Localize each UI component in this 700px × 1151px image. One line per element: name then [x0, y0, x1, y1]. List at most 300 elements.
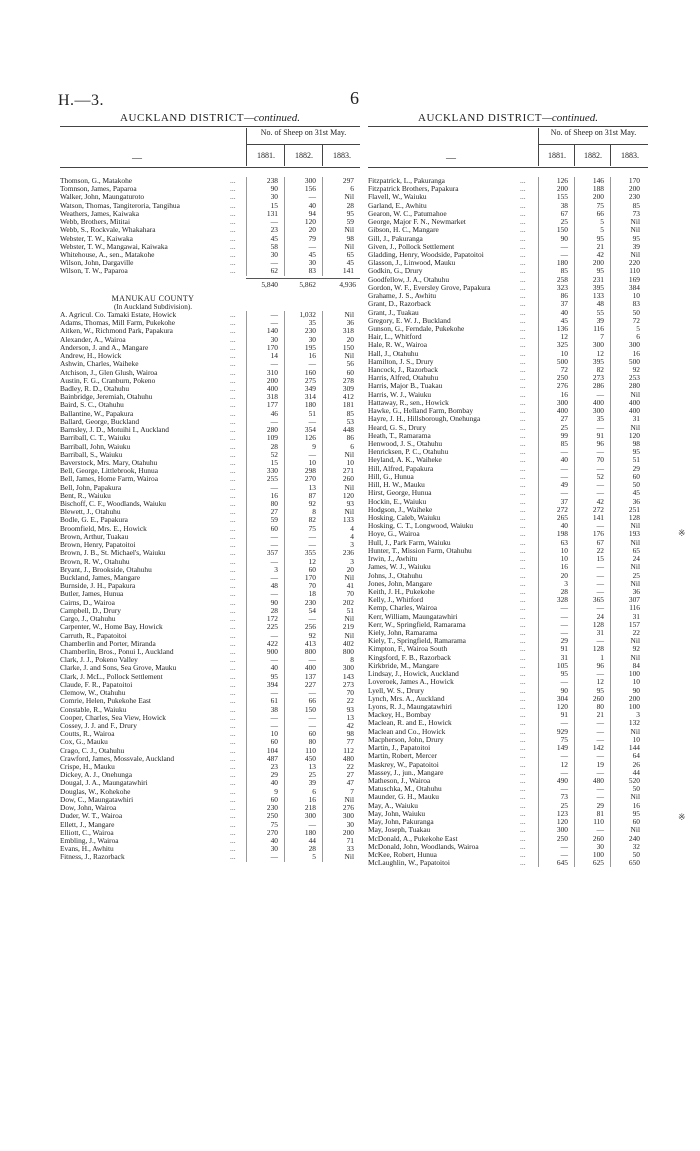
sheep-1883: 200 [628, 184, 640, 194]
table-row [368, 267, 648, 275]
leader-dots: ... [520, 241, 526, 251]
sheep-1881: 28 [270, 441, 278, 451]
column-rule [574, 177, 575, 867]
sheep-1881: 394 [266, 679, 278, 689]
column-rule [284, 177, 285, 276]
sheep-1883: Nil [630, 217, 640, 227]
table-row [368, 218, 648, 226]
owner-name: Crispe, H., Mauku [60, 763, 115, 772]
table-row [368, 645, 648, 653]
sheep-1883: 273 [342, 679, 354, 689]
heading-suffix: —continued. [244, 112, 301, 124]
leader-dots: ... [520, 414, 526, 424]
sheep-1882: — [596, 784, 604, 794]
sheep-1881: 30 [270, 334, 278, 344]
leader-dots: ... [520, 800, 526, 810]
sheep-1883: 3 [350, 556, 354, 566]
leader-dots: ... [520, 644, 526, 654]
leader-dots: ... [230, 688, 236, 698]
leader-dots: ... [230, 844, 236, 854]
sheep-1882: 75 [596, 200, 604, 210]
sheep-1881: 45 [560, 315, 568, 325]
sheep-1882: 55 [596, 307, 604, 317]
sheep-1883: 20 [346, 334, 354, 344]
owner-name: Bell, John, Papakura [60, 483, 122, 492]
leader-dots: ... [230, 482, 236, 492]
owner-name: Matuschka, M., Otahuhu [368, 785, 442, 794]
sheep-1882: 66 [308, 696, 316, 706]
leader-dots: ... [520, 562, 526, 572]
owner-name: Garland, E., Awhitu [368, 201, 427, 210]
sheep-1881: — [270, 540, 278, 550]
sheep-1881: 29 [270, 770, 278, 780]
right-column [368, 110, 648, 867]
sheep-1881: — [560, 463, 568, 473]
sheep-1883: 22 [346, 696, 354, 706]
sheep-1881: 16 [560, 389, 568, 399]
owner-name: Gill, J., Pakuranga [368, 234, 423, 243]
leader-dots: ... [230, 466, 236, 476]
leader-dots: ... [230, 249, 236, 259]
sheep-1881: — [270, 258, 278, 268]
sheep-1883: 412 [342, 392, 354, 402]
table-row [368, 818, 648, 826]
sheep-1882: 150 [304, 704, 316, 714]
sheep-1882: 20 [308, 225, 316, 235]
sheep-1882: 275 [304, 375, 316, 385]
owner-name: Webster, T. W., Kaiwaka [60, 234, 133, 243]
sheep-1882: — [596, 718, 604, 728]
table-row [368, 654, 648, 662]
sheep-1882: — [308, 241, 316, 251]
table-row [368, 193, 648, 201]
sheep-1882: 286 [592, 381, 604, 391]
sheep-1883: 73 [632, 208, 640, 218]
table-row [368, 399, 648, 407]
sheep-1883: Nil [630, 726, 640, 736]
owner-name: James, W. J., Waiuku [368, 563, 431, 572]
leader-dots: ... [230, 564, 236, 574]
sheep-1882: — [596, 578, 604, 588]
owner-name: Martin, Robert, Mercer [368, 752, 437, 761]
leader-dots: ... [230, 200, 236, 210]
sheep-1881: 73 [560, 792, 568, 802]
sheep-1883: 65 [632, 545, 640, 555]
owner-name: Hunter, T., Mission Farm, Otahuhu [368, 546, 472, 555]
leader-dots: ... [520, 340, 526, 350]
sheep-1881: — [270, 720, 278, 730]
leader-dots: ... [520, 258, 526, 268]
sheep-1881: 400 [556, 406, 568, 416]
leader-dots: ... [520, 504, 526, 514]
section-heading: MANUKAU COUNTY [111, 293, 195, 303]
sheep-1882: 13 [308, 482, 316, 492]
sheep-1883: 16 [632, 348, 640, 358]
leader-dots: ... [230, 720, 236, 730]
sheep-1882: 231 [592, 274, 604, 284]
leader-dots: ... [230, 696, 236, 706]
sheep-1883: 219 [342, 622, 354, 632]
leader-dots: ... [520, 702, 526, 711]
owner-name: Henwood, J. S., Otahuhu [368, 440, 443, 448]
sheep-1883: 307 [628, 595, 640, 605]
leader-dots: ... [520, 833, 526, 843]
owner-name: Irwin, J., Awhitu [368, 555, 418, 564]
owner-name: Flavell, W., Waiuku [368, 193, 427, 202]
owner-name: Hosking, Caleb, Waiuku [368, 513, 441, 522]
owner-name: Butler, James, Hunua [60, 590, 124, 599]
table-row [368, 514, 648, 522]
sheep-1883: 30 [346, 819, 354, 829]
sheep-1883: 93 [346, 499, 354, 509]
table-row [368, 473, 648, 481]
sheep-1883: Nil [344, 192, 354, 202]
leader-dots: ... [230, 425, 236, 435]
heading-suffix: —continued. [542, 112, 599, 124]
sheep-1881: 25 [560, 422, 568, 432]
sheep-1881: 10 [270, 729, 278, 739]
sheep-1881: — [560, 677, 568, 687]
sheep-1882: 5 [312, 852, 316, 862]
sheep-1882: 15 [596, 554, 604, 564]
sheep-1882: — [596, 447, 604, 457]
leader-dots: ... [520, 488, 526, 498]
sheep-1883: Nil [344, 614, 354, 624]
leader-dots: ... [520, 447, 526, 457]
sheep-1881: 45 [270, 233, 278, 243]
leader-dots: ... [230, 400, 236, 410]
sheep-1881: 40 [270, 663, 278, 673]
sheep-1881: 60 [270, 523, 278, 533]
sheep-count-header: No. of Sheep on 31st May. [538, 128, 648, 145]
sheep-1882: 87 [308, 490, 316, 500]
sheep-1883: 39 [632, 241, 640, 251]
sheep-1881: 929 [556, 726, 568, 736]
sheep-1882: 83 [308, 266, 316, 276]
sheep-1883: 253 [628, 373, 640, 383]
sheep-1883: 22 [632, 628, 640, 638]
owner-name: Massey, J., jun., Mangare [368, 768, 444, 777]
sheep-1883: 133 [342, 515, 354, 525]
sheep-1883: 278 [342, 375, 354, 385]
leader-dots: ... [520, 455, 526, 465]
owner-name: Crawford, James, Mossvale, Auckland [60, 754, 175, 763]
sheep-1883: 41 [346, 581, 354, 591]
sheep-1882: 300 [304, 176, 316, 185]
owner-name: Dickey, A. J., Onehunga [60, 771, 132, 780]
table-row [368, 629, 648, 637]
sheep-1881: 15 [270, 200, 278, 210]
table-row [368, 382, 648, 390]
leader-dots: ... [520, 677, 526, 687]
sheep-1883: 47 [346, 778, 354, 788]
sheep-1883: 93 [346, 704, 354, 714]
sheep-1882: 52 [596, 471, 604, 481]
owner-name: Hawke, G., Helland Farm, Bombay [368, 407, 474, 416]
owner-name: Brown, R. W., Otahuhu [60, 557, 130, 566]
sheep-1881: — [270, 318, 278, 328]
leader-dots: ... [520, 792, 526, 802]
owner-name: Hodgson, J., Waiheke [368, 505, 433, 514]
sheep-1883: Nil [344, 852, 354, 862]
sheep-1882: 10 [308, 457, 316, 467]
sheep-1883: 36 [346, 318, 354, 328]
leader-dots: ... [520, 274, 526, 284]
sheep-1882: 7 [600, 332, 604, 342]
sheep-1883: 70 [346, 688, 354, 698]
leader-dots: ... [230, 729, 236, 739]
table-row [368, 621, 648, 629]
sheep-1882: 9 [312, 441, 316, 451]
table-row [368, 498, 648, 506]
sheep-1883: 83 [632, 299, 640, 309]
owner-name: Chamberlin and Porter, Miranda [60, 639, 156, 648]
owner-name: McLaughlin, W., Papatoitoi [368, 859, 450, 868]
owner-name: Tomnson, James, Paparoa [60, 185, 137, 194]
sheep-1882: 625 [592, 858, 604, 868]
sheep-1882: 81 [596, 808, 604, 818]
sheep-1881: — [270, 655, 278, 665]
sheep-1882: 170 [304, 573, 316, 583]
table-row [368, 415, 648, 423]
sheep-1883: Nil [630, 562, 640, 572]
sheep-1883: Nil [344, 794, 354, 804]
leader-dots: ... [520, 233, 526, 243]
owner-name: Goodfellow, J. A., Otahuhu [368, 275, 450, 284]
leader-dots: ... [520, 266, 526, 276]
sheep-1883: 95 [632, 808, 640, 818]
sheep-1883: 384 [628, 282, 640, 292]
leader-dots: ... [230, 531, 236, 541]
sheep-1883: Nil [630, 792, 640, 802]
owner-name: Cargo, J., Otahuhu [60, 615, 116, 624]
sheep-1883: 36 [632, 586, 640, 596]
sheep-1881: 250 [556, 373, 568, 383]
sheep-1882: 45 [308, 249, 316, 259]
owner-name: Austin, F. G., Cranburn, Pokeno [60, 376, 156, 385]
sheep-1882: 200 [592, 192, 604, 202]
sheep-1881: 258 [556, 274, 568, 284]
sheep-1883: 157 [628, 619, 640, 629]
leader-dots: ... [230, 433, 236, 443]
sheep-1882: 300 [592, 340, 604, 350]
sheep-1881: — [560, 841, 568, 851]
sheep-1881: 49 [560, 480, 568, 490]
sheep-1881: — [270, 556, 278, 566]
sheep-1883: 45 [632, 488, 640, 498]
owner-name: Barriball, S., Waiuku [60, 450, 123, 459]
sheep-1882: 116 [593, 323, 604, 333]
leader-dots: ... [230, 326, 236, 336]
left-heading [60, 110, 360, 126]
table-row [368, 202, 648, 210]
sheep-1882: 395 [592, 356, 604, 366]
sheep-1882: 95 [596, 685, 604, 695]
sheep-1883: 202 [342, 597, 354, 607]
sheep-1882: — [308, 416, 316, 426]
sheep-1881: 500 [556, 356, 568, 366]
leader-dots: ... [520, 529, 526, 539]
sheep-1882: 314 [304, 392, 316, 402]
sheep-1882: — [596, 669, 604, 679]
sheep-1881: 90 [560, 233, 568, 243]
sheep-1881: 37 [560, 496, 568, 506]
owner-name: Carruth, R., Papatoitoi [60, 631, 127, 640]
owner-name: Barriball, C. T., Waiuku [60, 434, 131, 443]
sheep-1882: — [596, 603, 604, 613]
leader-dots: ... [520, 718, 526, 728]
sheep-1881: 230 [266, 803, 278, 813]
leader-dots: ... [230, 646, 236, 656]
table-row [368, 687, 648, 695]
sheep-1882: 39 [596, 315, 604, 325]
sheep-1883: 120 [342, 490, 354, 500]
leader-dots: ... [230, 392, 236, 402]
sheep-1883: 318 [342, 326, 354, 336]
sheep-1881: 310 [266, 367, 278, 377]
table-row [368, 489, 648, 497]
sheep-1881: — [560, 611, 568, 621]
table-row [368, 539, 648, 547]
sheep-1883: 90 [632, 685, 640, 695]
owner-name: Thomson, G., Matakohe [60, 177, 133, 185]
leader-dots: ... [520, 775, 526, 785]
sheep-1882: 176 [592, 529, 604, 539]
sheep-1883: 6 [350, 441, 354, 451]
sheep-1881: 104 [266, 745, 278, 755]
table-body [368, 177, 648, 867]
leader-dots: ... [520, 808, 526, 818]
sheep-1881: 318 [266, 392, 278, 402]
sheep-1882: 40 [308, 200, 316, 210]
sheep-1882: 110 [593, 817, 604, 827]
table-row [368, 662, 648, 670]
sheep-1881: 60 [270, 737, 278, 747]
leader-dots: ... [230, 655, 236, 665]
sheep-1881: 90 [270, 597, 278, 607]
owner-name: Harris, Alfred, Otahuhu [368, 374, 439, 383]
sheep-1883: 95 [632, 233, 640, 243]
owner-name: Hale, R. W., Wairoa [368, 341, 427, 350]
column-rule [538, 177, 539, 867]
sheep-1881: — [270, 217, 278, 227]
leader-dots: ... [230, 457, 236, 467]
sheep-1882: 95 [596, 266, 604, 276]
sheep-1882: — [596, 562, 604, 572]
owner-name: Buckland, James, Mangare [60, 574, 141, 583]
owner-name: Lindsay, J., Howick, Auckland [368, 670, 459, 679]
leader-dots: ... [230, 663, 236, 673]
sheep-1883: 50 [632, 784, 640, 794]
sheep-1881: — [560, 718, 568, 728]
sheep-1883: 86 [346, 433, 354, 443]
sheep-1881: — [270, 359, 278, 369]
sheep-1881: 150 [556, 225, 568, 235]
sheep-1882: 6 [312, 786, 316, 796]
sheep-1882: 110 [305, 745, 316, 755]
sheep-1882: 91 [596, 430, 604, 440]
sheep-1882: — [596, 488, 604, 498]
sheep-1882: — [596, 586, 604, 596]
table-header [368, 126, 648, 168]
leader-dots: ... [520, 611, 526, 621]
sheep-1883: 800 [342, 646, 354, 656]
leader-dots: ... [230, 225, 236, 235]
owner-name: Atchison, J., Glen Glush, Wairoa [60, 368, 158, 377]
owner-name: Dow, John, Wairoa [60, 804, 117, 813]
leader-dots: ... [520, 751, 526, 761]
sheep-1882: 800 [304, 646, 316, 656]
sheep-1883: 64 [632, 751, 640, 761]
sheep-1882: 8 [312, 507, 316, 517]
owner-name: Barnsley, J. D., Motuihi I., Auckland [60, 426, 169, 435]
leader-dots: ... [520, 315, 526, 325]
owner-name: A. Agricul. Co. Tamaki Estate, Howick [60, 311, 177, 320]
owner-name: Baverstock, Mrs. Mary, Otahuhu [60, 458, 158, 467]
owner-name: Heyland, A. K., Waiheke [368, 456, 442, 465]
leader-dots: ... [230, 638, 236, 648]
sheep-1881: 155 [556, 192, 568, 202]
table-row [368, 226, 648, 234]
owner-name: Clarke, J. and Sons, Sea Grove, Mauku [60, 664, 177, 673]
sheep-1881: — [560, 619, 568, 629]
sheep-1881: 63 [560, 537, 568, 547]
sheep-1883: 22 [346, 762, 354, 772]
column-rule [610, 177, 611, 867]
year-header: 1882. [574, 145, 611, 166]
table-row [368, 810, 648, 818]
owner-name: Fitzpatrick, L., Pakuranga [368, 177, 445, 185]
sheep-1882: 96 [596, 439, 604, 448]
sheep-1883: 6 [636, 332, 640, 342]
sheep-1882: — [308, 540, 316, 550]
sheep-1883: 402 [342, 638, 354, 648]
owner-name: Maunder, G. H., Mauku [368, 793, 439, 802]
owner-name: Evans, H., Awhitu [60, 845, 114, 854]
sheep-1883: 51 [632, 455, 640, 465]
sheep-1881: 645 [556, 858, 568, 868]
leader-dots: ... [520, 200, 526, 210]
column-rule [246, 177, 247, 276]
margin-mark: ※ [678, 812, 686, 822]
owner-name: Broomfield, Mrs. E., Howick [60, 524, 147, 533]
sheep-1882: 400 [592, 397, 604, 407]
sheep-1882: 35 [308, 318, 316, 328]
leader-dots: ... [520, 208, 526, 218]
sheep-1882: 12 [596, 677, 604, 687]
leader-dots: ... [520, 365, 526, 375]
leader-dots: ... [230, 605, 236, 615]
sheep-1881: — [270, 482, 278, 492]
sheep-1882: 120 [304, 217, 316, 227]
sheep-1881: 23 [270, 225, 278, 235]
sheep-1883: 53 [346, 416, 354, 426]
sheep-1881: 487 [266, 753, 278, 763]
sheep-1883: 95 [632, 447, 640, 457]
sheep-1882: 400 [304, 663, 316, 673]
sheep-1881: 58 [270, 241, 278, 251]
leader-dots: ... [230, 367, 236, 377]
owner-name: Hancock, J., Razorback [368, 366, 438, 375]
leader-dots: ... [520, 825, 526, 835]
sheep-1881: — [270, 630, 278, 640]
table-row [368, 835, 648, 843]
sheep-1882: 54 [308, 605, 316, 615]
owner-name: Cossey, J. J. and F., Drury [60, 721, 137, 730]
sheep-1883: 16 [632, 800, 640, 810]
table-row [368, 465, 648, 473]
owner-name: Alexander, A., Wairoa [60, 335, 126, 344]
